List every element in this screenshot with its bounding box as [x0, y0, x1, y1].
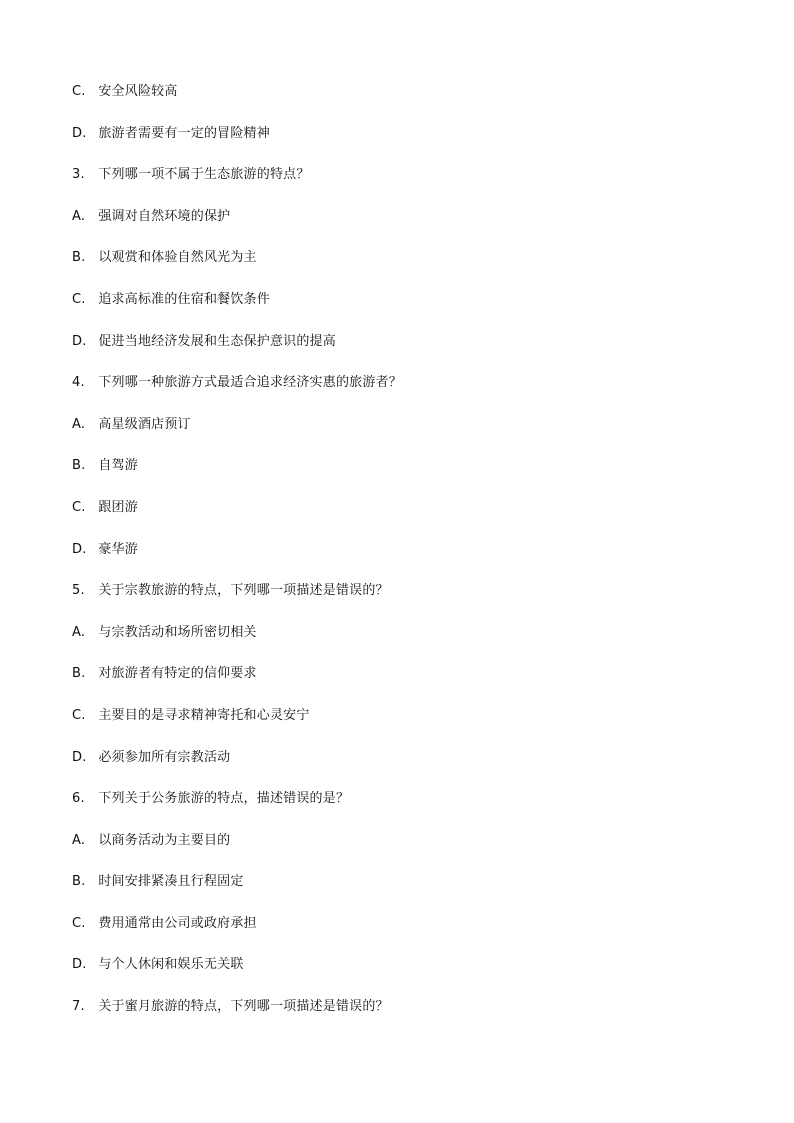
option-text: 高星级酒店预订: [98, 416, 191, 432]
question-number: 3.: [72, 167, 85, 183]
option-line: [72, 207, 732, 249]
question-line: [72, 997, 732, 1039]
option-line: [72, 664, 732, 706]
option-label: A.: [72, 416, 86, 432]
option-label: A.: [72, 208, 86, 224]
option-line: [72, 290, 732, 332]
option-line: [72, 540, 732, 582]
question-number: 7.: [72, 999, 85, 1015]
option-label: D.: [72, 541, 87, 557]
option-text: 与宗教活动和场所密切相关: [98, 624, 257, 640]
question-text: 关于蜜月旅游的特点，下列哪一项描述是错误的？: [98, 999, 389, 1015]
question-text: 关于宗教旅游的特点，下列哪一项描述是错误的？: [98, 583, 389, 599]
option-label: B.: [72, 666, 86, 682]
option-text: 与个人休闲和娱乐无关联: [98, 957, 244, 973]
option-text: 以商务活动为主要目的: [98, 832, 231, 848]
question-number: 6.: [72, 791, 85, 807]
option-text: 跟团游: [98, 499, 138, 515]
option-text: 豪华游: [98, 541, 138, 557]
option-label: C.: [72, 291, 86, 307]
option-line: [72, 456, 732, 498]
option-label: B.: [72, 458, 86, 474]
option-label: B.: [72, 874, 86, 890]
question-text: 下列哪一项不属于生态旅游的特点？: [98, 167, 310, 183]
option-line: [72, 914, 732, 956]
option-text: 以观赏和体验自然风光为主: [98, 250, 257, 266]
option-label: D.: [72, 125, 87, 141]
option-text: 旅游者需要有一定的冒险精神: [98, 125, 270, 141]
option-line: [72, 415, 732, 457]
option-label: C.: [72, 499, 86, 515]
option-label: A.: [72, 832, 86, 848]
option-text: 促进当地经济发展和生态保护意识的提高: [98, 333, 336, 349]
option-line: [72, 748, 732, 790]
question-text: 下列关于公务旅游的特点，描述错误的是？: [98, 791, 350, 807]
question-line: [72, 581, 732, 623]
question-number: 4.: [72, 375, 85, 391]
question-line: [72, 789, 732, 831]
option-line: [72, 706, 732, 748]
option-label: D.: [72, 957, 87, 973]
option-line: [72, 623, 732, 665]
option-line: [72, 872, 732, 914]
option-text: 追求高标准的住宿和餐饮条件: [98, 291, 270, 307]
option-text: 强调对自然环境的保护: [98, 208, 231, 224]
option-label: C.: [72, 84, 86, 99]
option-line: [72, 955, 732, 997]
option-label: D.: [72, 749, 87, 765]
question-text: 下列哪一种旅游方式最适合追求经济实惠的旅游者？: [98, 375, 402, 391]
option-line: [72, 248, 732, 290]
question-line: [72, 373, 732, 415]
option-text: 安全风险较高: [98, 84, 178, 99]
option-text: 费用通常由公司或政府承担: [98, 915, 257, 931]
question-list: [72, 82, 732, 1039]
option-line: [72, 332, 732, 374]
question-number: 5.: [72, 583, 85, 599]
question-line: [72, 165, 732, 207]
option-line: [72, 124, 732, 166]
option-label: B.: [72, 250, 86, 266]
option-label: C.: [72, 915, 86, 931]
option-text: 主要目的是寻求精神寄托和心灵安宁: [98, 707, 310, 723]
option-label: D.: [72, 333, 87, 349]
option-label: C.: [72, 707, 86, 723]
option-line: [72, 82, 732, 124]
option-text: 必须参加所有宗教活动: [98, 749, 231, 765]
option-text: 自驾游: [98, 458, 138, 474]
option-line: [72, 498, 732, 540]
option-label: A.: [72, 624, 86, 640]
option-text: 对旅游者有特定的信仰要求: [98, 666, 257, 682]
option-line: [72, 831, 732, 873]
option-text: 时间安排紧凑且行程固定: [98, 874, 244, 890]
